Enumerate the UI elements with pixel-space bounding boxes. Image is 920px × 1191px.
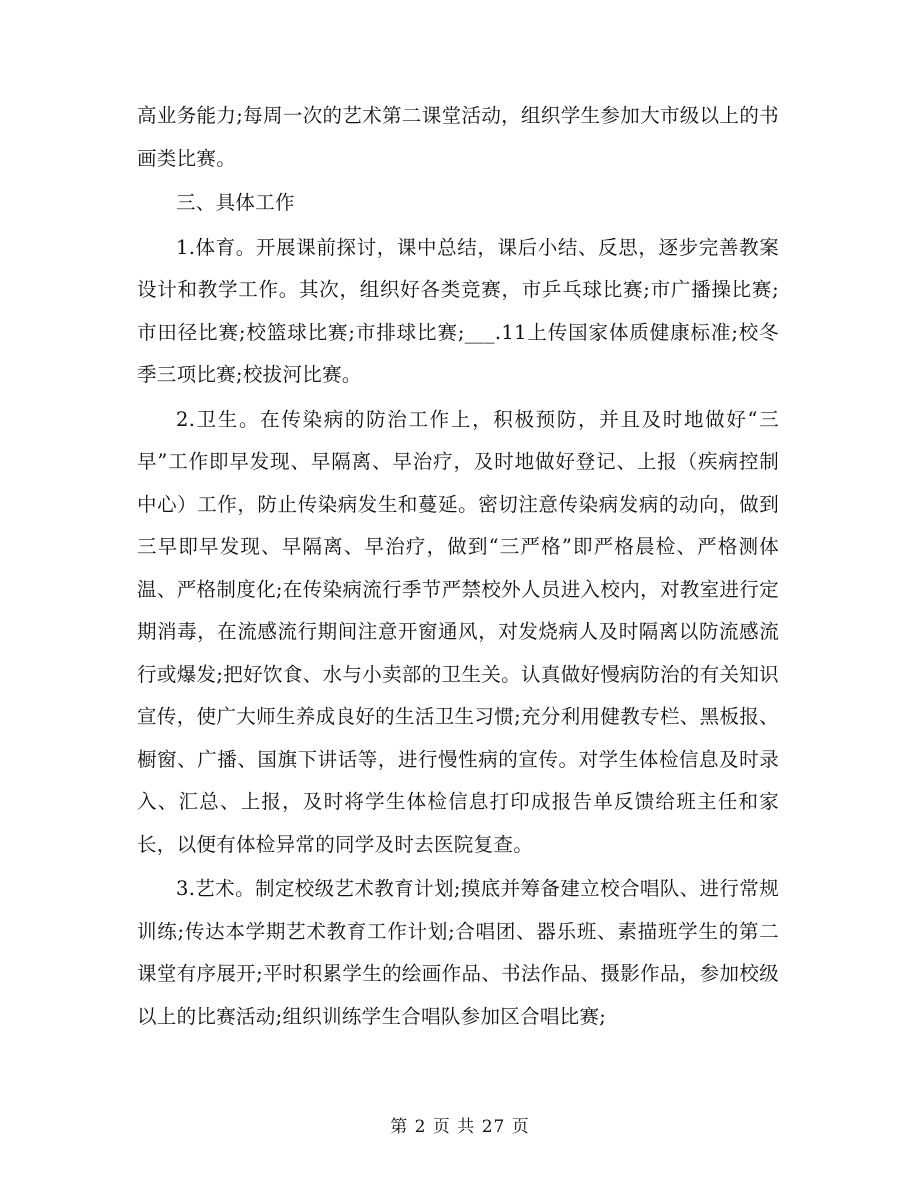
section-heading: 三、具体工作 [176,191,295,214]
page-number-footer: 第 2 页 共 27 页 [390,1117,530,1137]
paragraph-health: 2.卫生。在传染病的防治工作上，积极预防，并且及时地做好“三早”工作即早发现、早隔离、早治疗，及时地做好登记、上报（疾病控制中心）工作，防止传染病发生和蔓延。密切注意传染病发病的动向，做到三早即早发现、早隔离、早治疗，做到“三严格”即严格晨检、严格测体温、严格制度化;在传染病流行季节严禁校外人员进入校内，对教室进行定期消毒，在流感流行期间注意开窗通风，对发烧病人及时隔离以防流感流行或爆发;把好饮食、水与小卖部的卫生关。认真做好慢病防治的有关知识宣传，使广大师生养成良好的生活卫生习惯;充分利用健教专栏、黑板报、橱窗、广播、国旗下讲话等，进行慢性病的宣传。对学生体检信息及时录入、汇总、上报，及时将学生体检信息打印成报告单反馈给班主任和家长，以便有体检异常的同学及时去医院复查。 [137,407,779,856]
document-body [137,95,779,1038]
paragraph-arts: 3.艺术。制定校级艺术教育计划;摸底并筹备建立校合唱队、进行常规训练;传达本学期艺术教育工作计划;合唱团、器乐班、素描班学生的第二课堂有序展开;平时积累学生的绘画作品、书法作品、摄影作品，参加校级以上的比赛活动;组织训练学生合唱队参加区合唱比赛; [137,877,779,1028]
paragraph-sports: 1.体育。开展课前探讨，课中总结，课后小结、反思，逐步完善教案设计和教学工作。其次，组织好各类竞赛，市乒乓球比赛;市广播操比赛;市田径比赛;校篮球比赛;市排球比赛;___.11上传国家体质健康标准;校冬季三项比赛;校拔河比赛。 [137,235,779,386]
paragraph-continuation: 高业务能力;每周一次的艺术第二课堂活动，组织学生参加大市级以上的书画类比赛。 [137,104,779,170]
